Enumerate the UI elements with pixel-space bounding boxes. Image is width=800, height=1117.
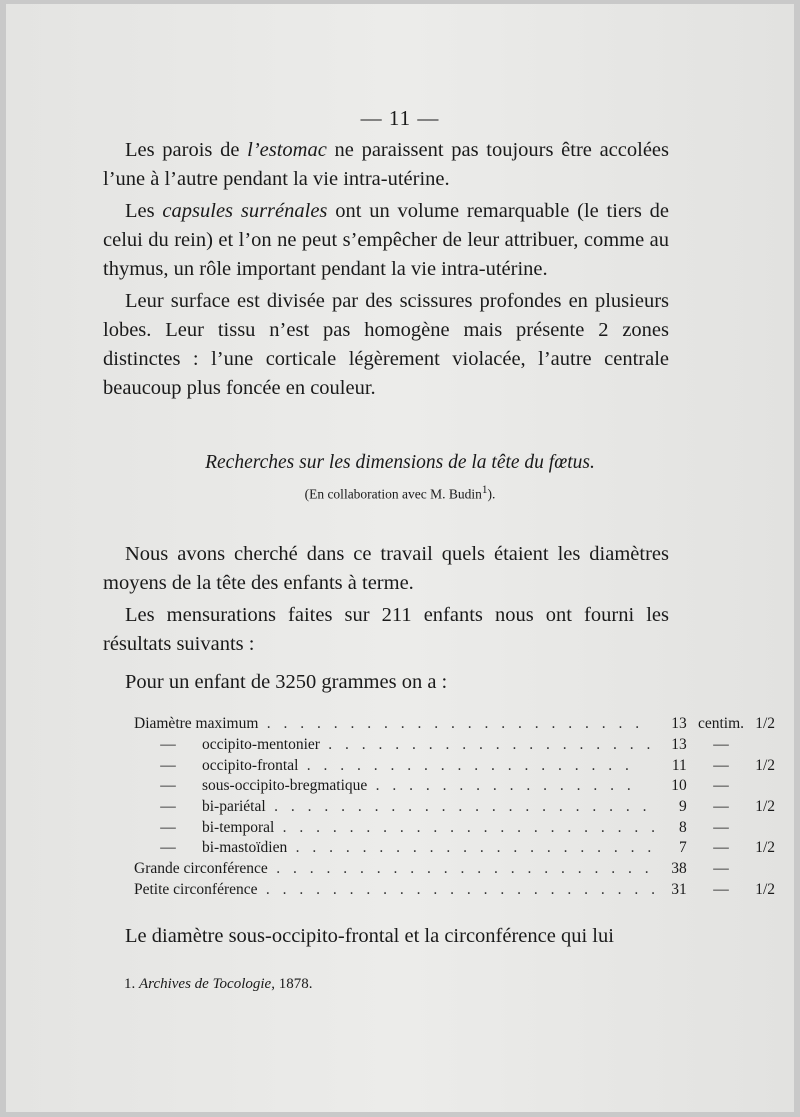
table-row: — occipito-mentonier . . . . . . . . . . . . . . . . . . . . 13 —: [160, 736, 729, 754]
method-paragraphs: [103, 540, 669, 659]
paragraph-capsules: Les capsules surrénales ont un volume remarquable (le tiers de celui du rein) et l’on ne peut s’empêcher de leur attribuer, comme au thymus, un rôle important pendant la vie intra-utérine.: [103, 200, 670, 280]
page-number: — 11 —: [360, 106, 440, 130]
table-row: Petite circonférence . . . . . . . . . . . . . . . . . . . . . . . . 31 — 1/2: [134, 880, 776, 898]
closing-paragraph: Le diamètre sous-occipito-frontal et la circonférence qui lui: [125, 925, 614, 947]
paragraph-mensurations: Les mensurations faites sur 211 enfants nous ont fourni les résultats suivants :: [103, 604, 669, 655]
intro-paragraphs: [103, 136, 669, 403]
table-row: — bi-mastoïdien . . . . . . . . . . . . . . . . . . . . . . 7 — 1/2: [160, 839, 776, 857]
table-row: Grande circonférence . . . . . . . . . . . . . . . . . . . . . . . 38 —: [134, 860, 729, 878]
section-subtitle: (En collaboration avec M. Budin$^1$).: [304, 484, 496, 502]
footnote-source-title: Archives de Tocologie: [139, 976, 272, 992]
measurements-table: [134, 714, 794, 900]
footnote-marker: 1: [481, 484, 488, 496]
paragraph-estomac: Les parois de l’estomac ne paraissent pas toujours être accolées l’une à l’autre pendant la vie intra-utérine.: [103, 139, 669, 190]
table-row: — sous-occipito-bregmatique . . . . . . . . . . . . . . . . 10 —: [160, 777, 729, 795]
table-row: — bi-pariétal . . . . . . . . . . . . . . . . . . . . . . . 9 — 1/2: [160, 798, 776, 816]
table-intro: Pour un enfant de 3250 grammes on a :: [125, 671, 448, 693]
footnote: 1. Archives de Tocologie, 1878.: [124, 976, 313, 992]
paragraph-surface: Leur surface est divisée par des scissures profondes en plusieurs lobes. Leur tissu n’est pas homogène mais présente 2 zones distinctes : l’une corticale légèrement violacée, l’autre centrale beaucoup plus foncée en couleur.: [103, 290, 669, 399]
paragraph-diametres: Nous avons cherché dans ce travail quels étaient les diamètres moyens de la tête des enfants à terme.: [103, 543, 669, 594]
table-row: — occipito-frontal . . . . . . . . . . . . . . . . . . . . 11 — 1/2: [160, 756, 776, 774]
term-capsules: capsules surrénales: [162, 200, 328, 222]
term-estomac: l’estomac: [247, 139, 327, 161]
table-row: Diamètre maximum . . . . . . . . . . . . . . . . . . . . . . . 13 centim. 1/2: [134, 715, 776, 733]
book-page: [6, 4, 794, 1112]
table-row: — bi-temporal . . . . . . . . . . . . . . . . . . . . . . . 8 —: [160, 818, 729, 836]
section-title: Recherches sur les dimensions de la tête du fœtus.: [205, 452, 595, 473]
